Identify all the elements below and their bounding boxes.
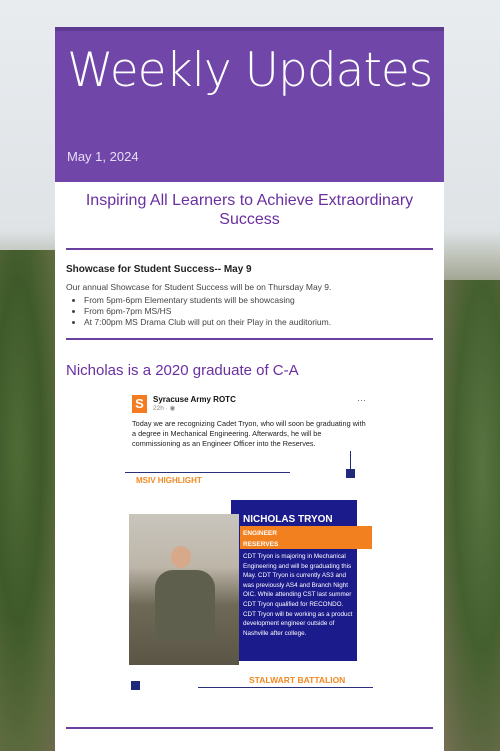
newsletter-date: May 1, 2024	[67, 149, 139, 164]
list-item: • From 6pm-7pm MS/HS	[84, 306, 433, 316]
page-name-link[interactable]: Syracuse Army ROTC	[153, 395, 236, 404]
divider	[66, 727, 433, 729]
battalion-label: STALWART BATTALION	[249, 675, 346, 685]
graphic-square	[346, 469, 355, 478]
cadet-figure	[155, 570, 215, 640]
cadet-face	[171, 546, 191, 568]
graphic-bar	[350, 451, 351, 469]
cadet-bio: CDT Tryon is majoring in Mechanical Engineering and will be graduating this May. CDT Tryon is currently AS3 and was previously AS4 and Branch Night OIC. While attending CST last summer CDT Tryon qualified for RECONDO. CDT Tryon will be working as a product development engineer outside of Nashville after college.	[243, 553, 353, 637]
post-header	[125, 389, 373, 469]
showcase-heading: Showcase for Student Success-- May 9	[66, 264, 252, 275]
page-logo-icon[interactable]: S	[132, 395, 147, 413]
post-image[interactable]	[125, 469, 373, 692]
cadet-role: ENGINEER RESERVES	[243, 530, 279, 548]
graphic-square	[131, 681, 140, 690]
newsletter-header	[55, 27, 444, 182]
newsletter-card	[55, 27, 444, 751]
highlight-label: MSIV HIGHLIGHT	[136, 476, 202, 485]
showcase-list	[66, 295, 433, 327]
list-item: • From 5pm-6pm Elementary students will be showcasing	[84, 295, 433, 305]
cadet-name: NICHOLAS TRYON	[243, 514, 333, 525]
graphic-line	[198, 687, 373, 688]
newsletter-title: Weekly Updates	[67, 43, 433, 98]
tagline: Inspiring All Learners to Achieve Extraordinary Success	[85, 192, 414, 228]
post-text: Today we are recognizing Cadet Tryon, who will soon be graduating with a degree in Mechanical Engineering. Afterwards, he will be commissioning as an Engineer Officer into the Reserves.	[132, 419, 366, 448]
divider	[66, 338, 433, 340]
social-post-embed[interactable]	[125, 389, 373, 692]
graphic-line	[125, 472, 290, 473]
showcase-intro: Our annual Showcase for Student Success will be on Thursday May 9.	[66, 282, 332, 292]
background-hillside-right	[440, 280, 500, 751]
cadet-photo	[129, 514, 239, 665]
graduate-heading: Nicholas is a 2020 graduate of C-A	[66, 362, 299, 379]
more-options-icon[interactable]: ···	[357, 395, 366, 405]
list-item: • At 7:00pm MS Drama Club will put on their Play in the auditorium.	[84, 317, 433, 327]
showcase-section	[55, 250, 444, 338]
globe-icon: ◉	[169, 405, 176, 412]
post-timestamp[interactable]: 22h · ◉	[153, 405, 176, 412]
background-hillside-left	[0, 250, 60, 751]
